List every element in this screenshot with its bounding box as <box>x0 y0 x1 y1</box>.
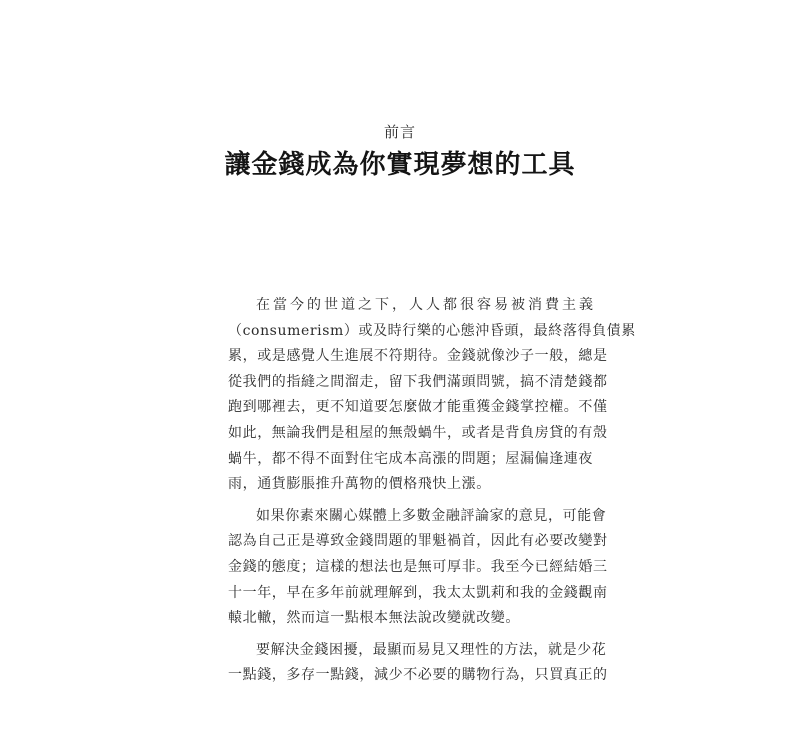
text-line: 從我們的指縫之間溜走，留下我們滿頭問號，搞不清楚錢都 <box>228 373 608 390</box>
text-line: 一點錢，多存一點錢，減少不必要的購物行為，只買真正的 <box>228 667 608 684</box>
paragraph-2 <box>228 504 608 632</box>
text-line: （consumerism）或及時行樂的心態沖昏頭，最終落得負債累 <box>228 322 636 339</box>
text-line: 要解決金錢困擾，最顯而易見又理性的方法，就是少花 <box>256 641 607 658</box>
text-line: 如此，無論我們是租屋的無殼蝸牛，或者是背負房貸的有殼 <box>228 424 608 441</box>
paragraph-3 <box>228 638 608 689</box>
chapter-subtitle: 前言 <box>383 123 416 141</box>
text-line: 如果你素來關心媒體上多數金融評論家的意見，可能會 <box>256 507 607 524</box>
body-text <box>228 293 636 689</box>
text-line: 十一年，早在多年前就理解到，我太太凱莉和我的金錢觀南 <box>228 584 608 601</box>
text-line: 金錢的態度；這樣的想法也是無可厚非。我至今已經結婚三 <box>228 558 608 575</box>
text-line: 蝸牛，都不得不面對住宅成本高漲的問題；屋漏偏逢連夜 <box>228 450 593 467</box>
text-line: 雨，通貨膨脹推升萬物的價格飛快上漲。 <box>228 476 491 493</box>
text-line: 跑到哪裡去，更不知道要怎麼做才能重獲金錢掌控權。不僅 <box>228 399 608 416</box>
text-line: 在當今的世道之下，人人都很容易被消費主義 <box>256 297 596 313</box>
chapter-title: 讓金錢成為你實現夢想的工具 <box>224 150 576 180</box>
text-line: 累，或是感覺人生進展不符期待。金錢就像沙子一般，總是 <box>228 348 608 365</box>
text-line: 認為自己正是導致金錢問題的罪魁禍首，因此有必要改變對 <box>228 533 608 550</box>
text-line: 轅北轍，然而這一點根本無法說改變就改變。 <box>228 610 520 627</box>
paragraph-1 <box>228 293 636 498</box>
